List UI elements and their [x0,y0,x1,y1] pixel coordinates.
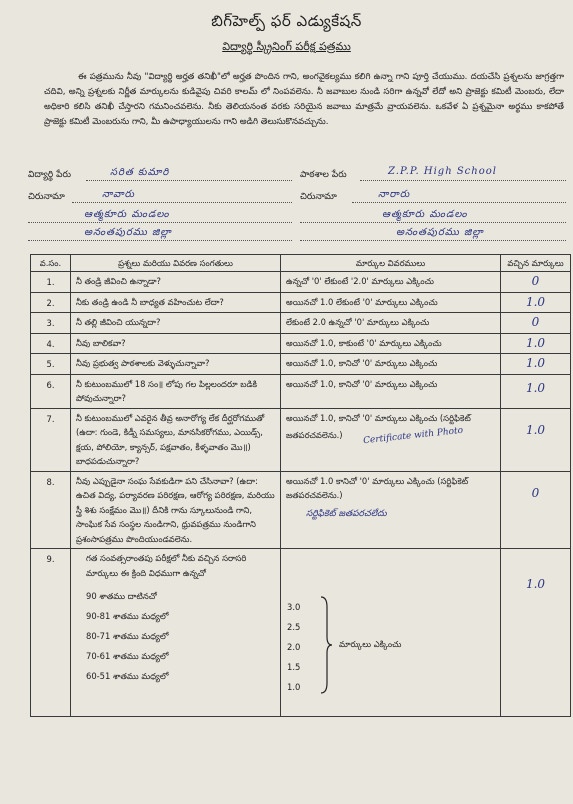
address-row-2 [28,208,568,228]
row-marks-field[interactable]: 0 [501,272,571,293]
row-number: 9. [31,549,71,717]
table-row [31,471,571,549]
row-details [281,549,501,717]
address-row [28,188,568,208]
row-question: నీవు ప్రభుత్వ పాఠశాలకు వెళ్ళుచున్నావా? [71,354,281,375]
row-details: అయినచో 1.0, కానిచో '0' మార్కులు ఎక్కించు [281,354,501,375]
table-row [31,272,571,293]
grade-values [287,597,300,697]
col-header-marks: వచ్చిన మార్కులు [501,255,571,272]
school-name-label: పాఠశాల పేరు [300,170,347,180]
row-number: 7. [31,408,71,471]
row-details-text: అయినచో 1.0 కానిచో '0' మార్కులు ఎక్కించు (సర్టిఫికెట్ జతపరచవలెను.) [286,475,469,500]
table-row [31,292,571,313]
grade-value: 1.0 [287,682,301,692]
col-header-details: మార్కుల వివరములు [281,255,501,272]
row-details: అయినచో 1.0 లేకుంటే '0' మార్కులు ఎక్కించు [281,292,501,313]
handwritten-note: సర్టిఫికెట్ జతపరచలేదు [306,508,387,519]
row-number: 6. [31,374,71,408]
row-marks-field[interactable]: 1.0 [501,374,571,408]
row-number: 1. [31,272,71,293]
row-question: నీవు ఎప్పుడైనా సంఘ సేవకుడిగా పని చేసినావా? (ఉదా: ఉచిత విద్య, పర్యావరణ పరిరక్షణ, ఆరోగ్య పరిరక్షణ, మరియు స్త్రీ శిశు సంక్షేమం మొ॥) దీనికి గాను స్కూలునుండి గాని, సాంఘిక సేవ సంస్థల నుండిగాని, ధ్రువపత్రము నుండిగాని ప్రశంసాపత్రము పొందియుండవలెను. [71,471,281,549]
address-field-1[interactable]: నావారు [102,189,135,200]
address-line-2 [28,222,292,223]
col-header-question: ప్రశ్నలు మరియు వివరణ సంగతులు [71,255,281,272]
grade-label: 80-71 శాతము మధ్యలో [86,631,169,641]
row-details [281,408,501,471]
row-details [281,471,501,549]
grade-instruction: మార్కులు ఎక్కించు [339,639,402,649]
form-subtitle: విద్యార్థి స్క్రీనింగ్ పరీక్ష పత్రము [222,40,351,53]
address-field-3[interactable]: అనంతపురము జిల్లా [84,227,172,238]
address-label: చిరునామా [28,192,65,202]
address-row-3 [28,226,568,246]
grade-value: 2.0 [287,642,301,652]
table-row [31,549,571,717]
grade-value: 2.5 [287,622,301,632]
brace-icon [317,595,333,695]
school-address-line-1 [352,202,566,203]
row-question: నీ కుటుంబములో ఎవరైన తీవ్ర అనారోగ్య లేక దీర్ఘరోగముతో (ఉదా: గుండె, కిడ్నీ సమస్యలు, మానసికరోగము, ఎయిడ్స్, క్షయ, పోలియో, క్యాన్సర్, పక్షవాతం, కీళ్ళవాతం మొ॥) బాధపడుచున్నారా? [71,408,281,471]
student-name-field[interactable]: సరిత కుమారి [110,167,170,178]
row-details: ఉన్నచో '0' లేకుంటే '2.0' మార్కులు ఎక్కించు [281,272,501,293]
grade-value: 1.5 [287,662,301,672]
row-number: 8. [31,471,71,549]
row-details: లేకుంటే 2.0 ఉన్నచో '0' మార్కులు ఎక్కించు [281,313,501,334]
table-row [31,354,571,375]
school-address-field-3[interactable]: అనంతపురము జిల్లా [396,227,484,238]
org-title: బిగ్‌హెల్ప్ ఫర్ ఎడ్యుకేషన్ [211,12,362,30]
screening-table [30,254,571,717]
school-address-label: చిరునామా [300,192,337,202]
row-marks-field[interactable]: 1.0 [501,292,571,313]
grade-label: 60-51 శాతము మధ్యలో [86,671,169,681]
row-details: అయినచో 1.0, కాకుంటే '0' మార్కులు ఎక్కించు [281,333,501,354]
row-details-text: అయినచో 1.0, కానిచో '0' మార్కులు ఎక్కించు (సర్టిఫికెట్ జతపరచవలెను.) [286,412,471,440]
table-row [31,333,571,354]
handwritten-note: Certificate with Photo [362,425,464,447]
school-address-line-2 [300,222,566,223]
school-address-line-3 [300,240,566,241]
row-question: నీవు బాలికవా? [71,333,281,354]
row-question: నీ తల్లి జీవించి యున్నదా? [71,313,281,334]
school-address-field-2[interactable]: ఆత్మకూరు మండలం [382,209,468,220]
row-question-text: గత సంవత్సరాంతపు పరీక్షలో నీకు వచ్చిన సరాసరి మార్కులు ఈ క్రింది విధముగా ఉన్నచో [86,553,247,578]
name-row [28,166,568,186]
row-details: అయినచో 1.0, కానిచో '0' మార్కులు ఎక్కించు [281,374,501,408]
grade-value: 3.0 [287,602,301,612]
school-name-line [360,180,566,181]
instructions-paragraph: ఈ పత్రమును నీవు "విద్యార్థి అర్హత తనిఖీ"లో అర్హత పొందిన గాని, అంగవైకల్యము కలిగి ఉన్నా గాని పూర్తి చేయుము. దయచేసి ప్రశ్నలను జాగ్రత్తగా చదివి, అన్ని ప్రశ్నలకు నిర్ణీత మార్కులను కుడివైపు చివరి కాలమ్ లో నింపవలెను. నీ జవాబుల నుండి సరిగా ఉన్నవో లేదో అని ప్రాజెక్టు కమిటీ మెంబరు, లేదా అధికారి కలిసి తనిఖీ చేస్తారని గమనించవలెను. నీకు తెలియనంత వరకు సరియైన జవాబు మాత్రమే వ్రాయవలెను. ఒకవేళ ఏ ప్రశ్నమైనా అర్థము కాకపోతే ప్రాజెక్టు కమిటీ మెంబరును గాని, మీ ఉపాధ్యాయులను గాని అడిగి తెలుసుకొనవచ్చును. [44,72,564,127]
row-number: 2. [31,292,71,313]
table-header-row [31,255,571,272]
row-marks-field[interactable]: 0 [501,313,571,334]
table-row [31,374,571,408]
row-marks-field[interactable]: 1.0 [501,549,571,717]
row-question: నీకు తండ్రి ఉండి నీ బాధ్యత వహించుట లేదా? [71,292,281,313]
table-row [31,313,571,334]
row-marks-field[interactable]: 1.0 [501,354,571,375]
grade-list [76,586,275,686]
address-line-3 [28,240,292,241]
row-number: 4. [31,333,71,354]
grade-label: 90-81 శాతము మధ్యలో [86,611,169,621]
row-marks-field[interactable]: 1.0 [501,408,571,471]
row-number: 5. [31,354,71,375]
row-question: నీ తండ్రి జీవించి ఉన్నాడా? [71,272,281,293]
table-row [31,408,571,471]
row-question: నీ కుటుంబములో 18 సం॥ లోపు గల పిల్లలందరూ బడికి పోవుచున్నారా? [71,374,281,408]
address-line-1 [72,202,292,203]
grade-label: 70-61 శాతము మధ్యలో [86,651,169,661]
school-address-field-1[interactable]: నారారు [378,189,411,200]
school-name-field[interactable]: Z.P.P. High School [388,166,497,177]
col-header-sno: వ.సం. [31,255,71,272]
address-field-2[interactable]: ఆత్మకూరు మండలం [84,209,170,220]
grade-label: 90 శాతము దాటినచో [86,591,157,601]
row-number: 3. [31,313,71,334]
student-name-label: విద్యార్థి పేరు [28,170,71,180]
row-marks-field[interactable]: 1.0 [501,333,571,354]
row-marks-field[interactable]: 0 [501,471,571,549]
student-name-line [86,180,292,181]
row-question [71,549,281,717]
